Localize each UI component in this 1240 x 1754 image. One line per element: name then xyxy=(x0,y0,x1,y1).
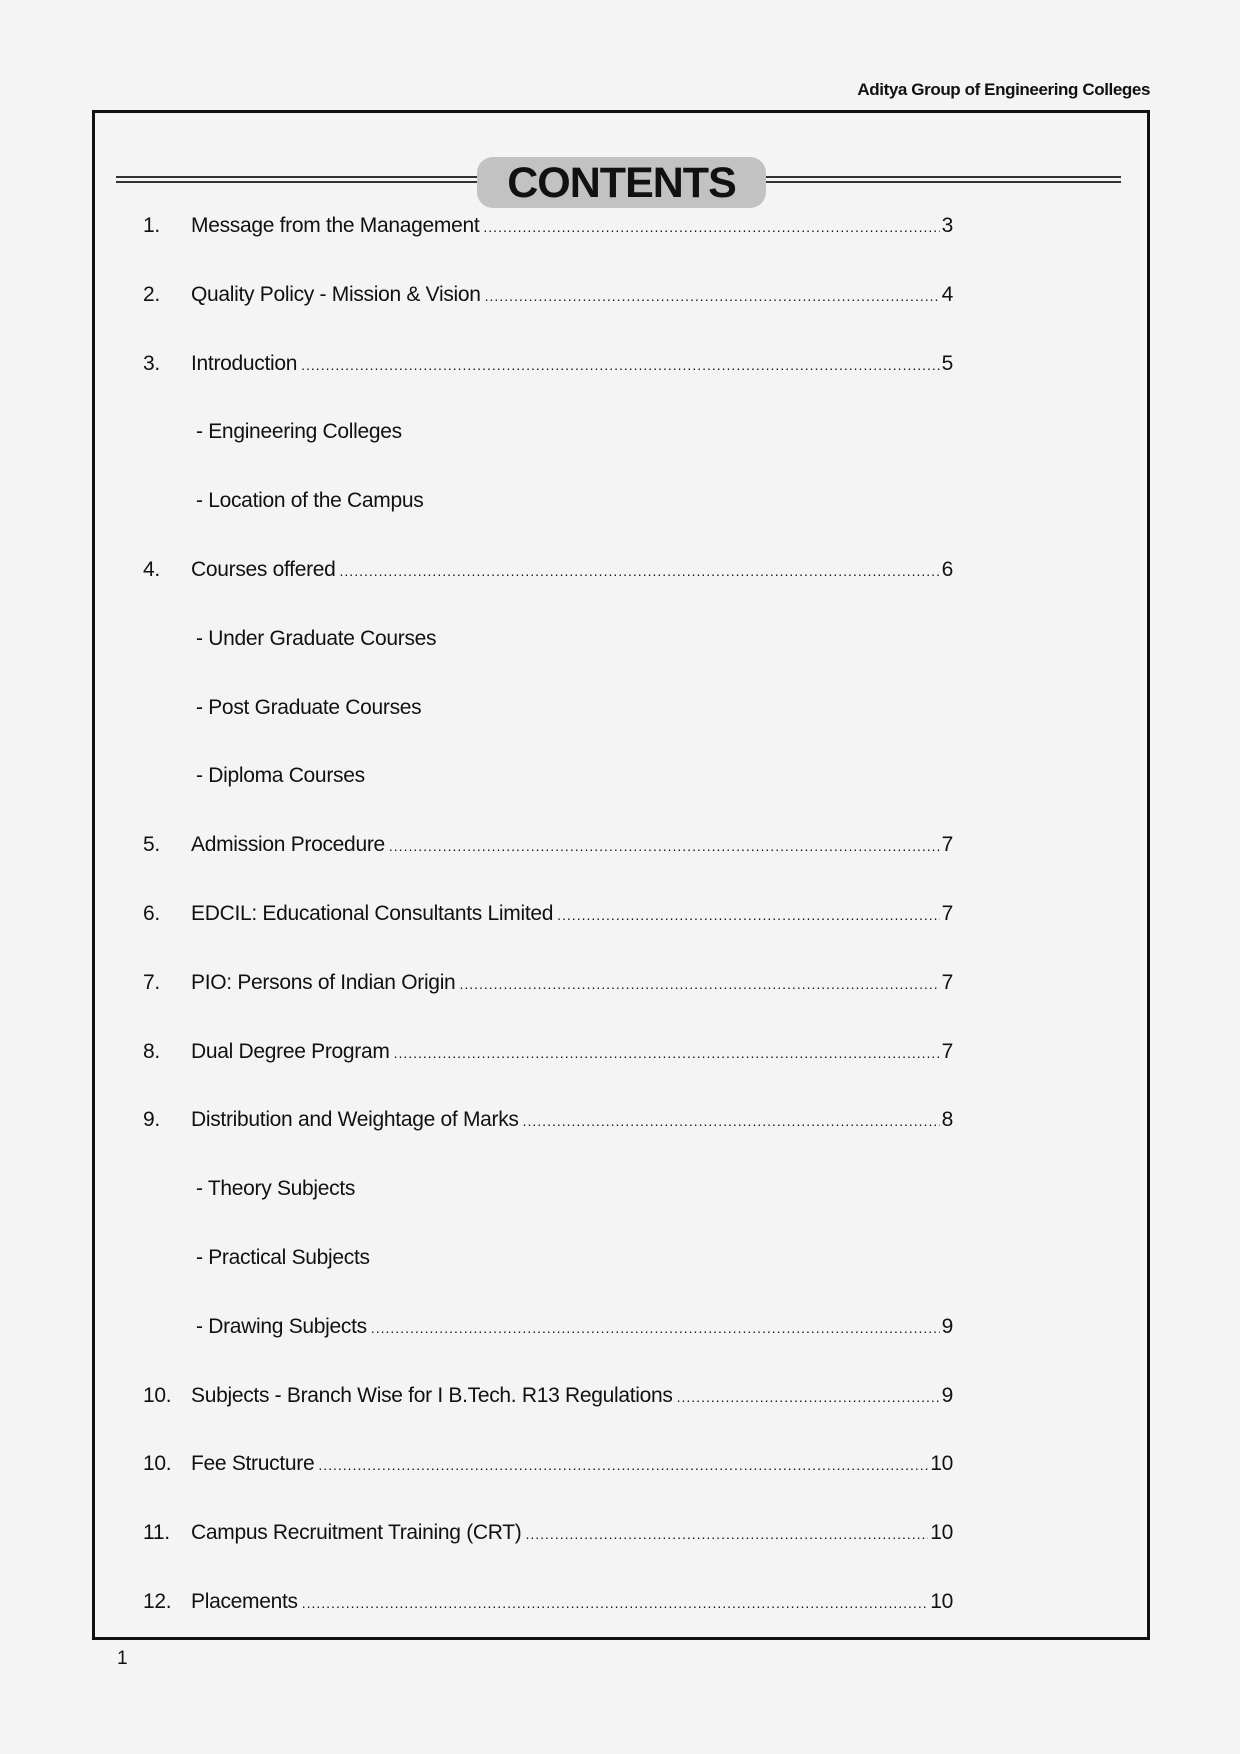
entry-page: 7 xyxy=(941,833,953,857)
page-number: 1 xyxy=(117,1648,128,1669)
dot-leader xyxy=(459,976,939,998)
entry-page: 10 xyxy=(930,1452,953,1476)
entry-number: 2. xyxy=(143,282,160,306)
entry-number: 12. xyxy=(143,1590,172,1613)
entry-page: 10 xyxy=(930,1521,953,1545)
entry-title: Distribution and Weightage of Marks xyxy=(191,1108,519,1132)
toc-entry[interactable] xyxy=(143,555,953,585)
toc-entry[interactable] xyxy=(143,830,953,860)
entry-title: EDCIL: Educational Consultants Limited xyxy=(191,902,554,925)
toc-entry[interactable] xyxy=(143,899,953,929)
toc-entry[interactable] xyxy=(143,1037,953,1067)
entry-number: 4. xyxy=(143,558,160,581)
dot-leader xyxy=(523,1113,940,1135)
toc-entry[interactable] xyxy=(143,1587,953,1617)
entry-number: 3. xyxy=(143,351,160,375)
entry-page: 5 xyxy=(941,351,953,375)
toc-entry[interactable] xyxy=(143,417,953,447)
entry-page: 6 xyxy=(941,558,953,581)
toc-entry[interactable] xyxy=(143,349,953,379)
entry-number: 11. xyxy=(143,1521,170,1545)
toc-entry[interactable] xyxy=(143,624,953,654)
entry-title: PIO: Persons of Indian Origin xyxy=(191,970,456,994)
entry-page: 8 xyxy=(941,1108,953,1132)
entry-title: - Location of the Campus xyxy=(196,489,424,513)
contents-title: CONTENTS xyxy=(477,157,766,208)
entry-number: 1. xyxy=(143,214,160,237)
toc-entry[interactable] xyxy=(143,486,953,516)
dot-leader xyxy=(483,219,939,241)
entry-number: 9. xyxy=(143,1108,160,1132)
toc-entry[interactable] xyxy=(143,1449,953,1479)
entry-page: 7 xyxy=(941,902,953,925)
toc-entry[interactable] xyxy=(143,1105,953,1135)
dot-leader xyxy=(525,1526,928,1548)
toc-entry[interactable] xyxy=(143,968,953,998)
entry-page: 7 xyxy=(941,1039,953,1063)
toc-entry[interactable] xyxy=(143,693,953,723)
entry-title: Introduction xyxy=(191,351,298,375)
entry-title: Subjects - Branch Wise for I B.Tech. R13 Regulations xyxy=(191,1383,673,1407)
dot-leader xyxy=(394,1045,940,1067)
toc-entry[interactable] xyxy=(143,1174,953,1204)
entry-title: Placements xyxy=(191,1590,298,1613)
dot-leader xyxy=(318,1457,928,1479)
toc-entry[interactable] xyxy=(143,1243,953,1273)
entry-title: - Diploma Courses xyxy=(196,764,365,788)
entry-title: Message from the Management xyxy=(191,214,480,237)
entry-number: 10. xyxy=(143,1452,172,1476)
dot-leader xyxy=(302,1595,929,1617)
dot-leader xyxy=(677,1389,940,1411)
entry-title: Admission Procedure xyxy=(191,833,385,857)
toc-entry[interactable] xyxy=(143,761,953,791)
toc-entry[interactable] xyxy=(143,211,953,241)
toc-entry[interactable] xyxy=(143,1381,953,1411)
entry-title: - Post Graduate Courses xyxy=(196,695,422,719)
entry-number: 10. xyxy=(143,1383,172,1407)
dot-leader xyxy=(389,838,940,860)
entry-number: 5. xyxy=(143,833,160,857)
toc-entry[interactable] xyxy=(143,280,953,310)
running-header: Aditya Group of Engineering Colleges xyxy=(857,80,1150,99)
entry-number: 7. xyxy=(143,970,160,994)
entry-title: - Under Graduate Courses xyxy=(196,626,437,650)
dot-leader xyxy=(371,1320,940,1342)
dot-leader xyxy=(340,563,940,585)
entry-page: 4 xyxy=(941,282,953,306)
toc-entry[interactable] xyxy=(143,1518,953,1548)
entry-number: 8. xyxy=(143,1039,160,1063)
toc-entry[interactable] xyxy=(143,1312,953,1342)
entry-page: 3 xyxy=(941,214,953,237)
entry-title: Campus Recruitment Training (CRT) xyxy=(191,1521,522,1545)
entry-page: 10 xyxy=(930,1590,953,1613)
entry-title: - Theory Subjects xyxy=(196,1177,356,1201)
entry-title: Fee Structure xyxy=(191,1452,315,1476)
entry-number: 6. xyxy=(143,902,160,925)
entry-title: - Drawing Subjects xyxy=(196,1314,367,1338)
dot-leader xyxy=(485,288,940,310)
entry-title: Dual Degree Program xyxy=(191,1039,390,1063)
entry-title: Courses offered xyxy=(191,558,336,581)
entry-page: 9 xyxy=(941,1314,953,1338)
entry-title: - Practical Subjects xyxy=(196,1246,370,1269)
dot-leader xyxy=(301,357,939,379)
entry-title: Quality Policy - Mission & Vision xyxy=(191,282,481,306)
dot-leader xyxy=(557,907,939,929)
entry-title: - Engineering Colleges xyxy=(196,420,402,444)
entry-page: 9 xyxy=(941,1383,953,1407)
entry-page: 7 xyxy=(941,970,953,994)
